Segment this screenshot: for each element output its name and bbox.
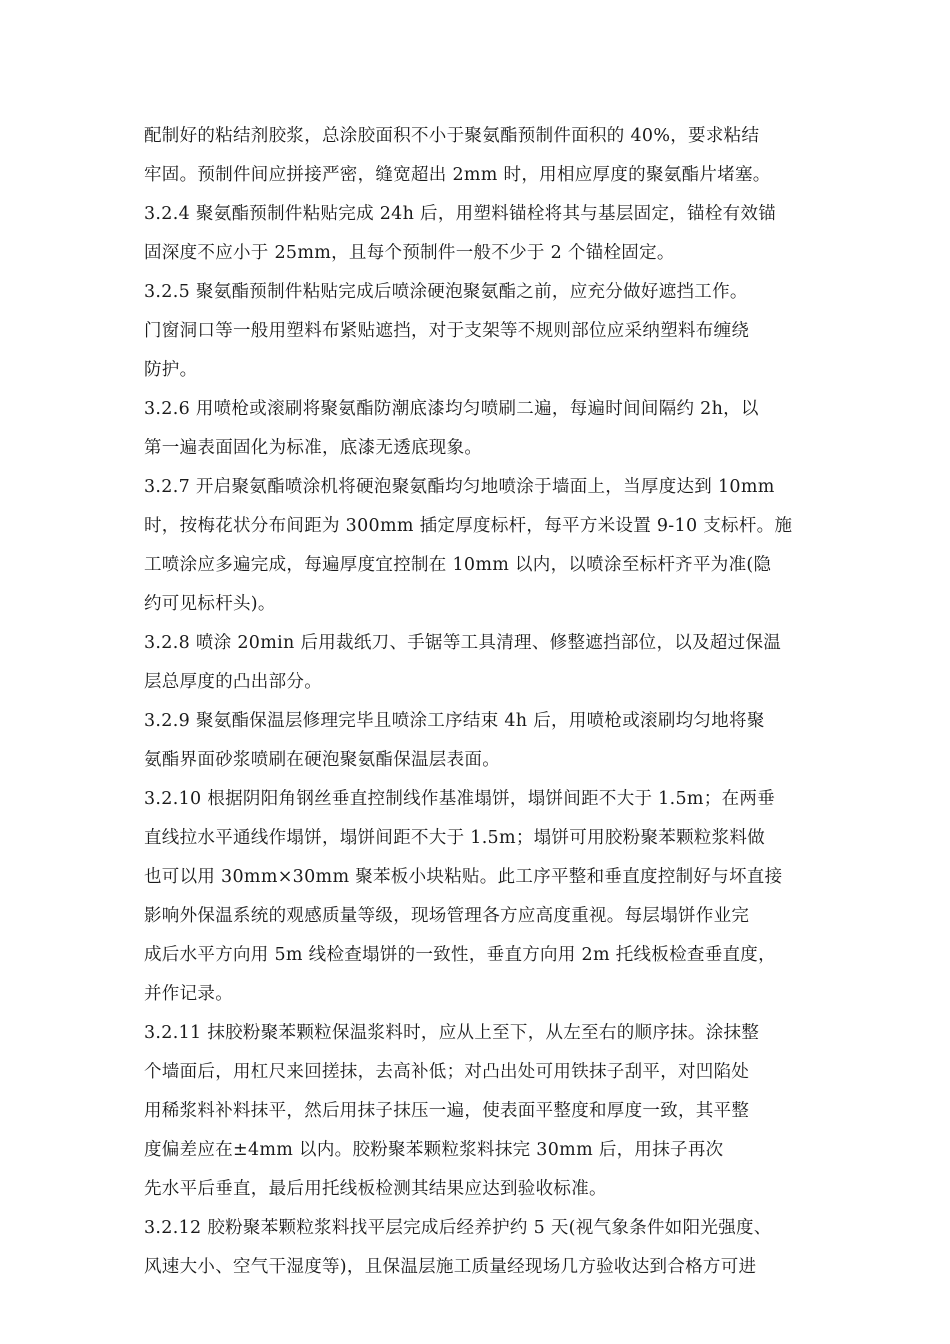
- text-line: 也可以用 30mm×30mm 聚苯板小块粘贴。此工序平整和垂直度控制好与坏直接: [144, 867, 783, 887]
- text-line: 度偏差应在±4mm 以内。胶粉聚苯颗粒浆料抹完 30mm 后，用抹子再次: [144, 1140, 724, 1160]
- text-line: 并作记录。: [144, 984, 233, 1004]
- text-line: 直线拉水平通线作塌饼，塌饼间距不大于 1.5m；塌饼可用胶粉聚苯颗粒浆料做: [144, 828, 766, 848]
- text-line: 3.2.7 开启聚氨酯喷涂机将硬泡聚氨酯均匀地喷涂于墙面上，当厚度达到 10mm: [144, 477, 775, 497]
- text-line: 个墙面后，用杠尺来回搓抹，去高补低；对凸出处可用铁抹子刮平，对凹陷处: [144, 1062, 750, 1082]
- text-line: 配制好的粘结剂胶浆，总涂胶面积不小于聚氨酯预制件面积的 40%，要求粘结: [144, 126, 760, 146]
- text-line: 第一遍表面固化为标准，底漆无透底现象。: [144, 438, 483, 458]
- text-line: 3.2.8 喷涂 20min 后用裁纸刀、手锯等工具清理、修整遮挡部位，以及超过保温: [144, 633, 782, 653]
- text-line: 3.2.10 根据阴阳角钢丝垂直控制线作基准塌饼，塌饼间距不大于 1.5m；在两垂: [144, 789, 776, 809]
- text-line: 3.2.4 聚氨酯预制件粘贴完成 24h 后，用塑料锚栓将其与基层固定，锚栓有效锚: [144, 204, 777, 224]
- text-line: 3.2.9 聚氨酯保温层修理完毕且喷涂工序结束 4h 后，用喷枪或滚刷均匀地将聚: [144, 711, 765, 731]
- text-line: 时，按梅花状分布间距为 300mm 插定厚度标杆，每平方米设置 9-10 支标杆。施: [144, 516, 793, 536]
- text-line: 固深度不应小于 25mm，且每个预制件一般不少于 2 个锚栓固定。: [144, 243, 675, 263]
- text-line: 氨酯界面砂浆喷刷在硬泡聚氨酯保温层表面。: [144, 750, 500, 770]
- text-line: 牢固。预制件间应拼接严密，缝宽超出 2mm 时，用相应厚度的聚氨酯片堵塞。: [144, 165, 771, 185]
- text-line: 影响外保温系统的观感质量等级，现场管理各方应高度重视。每层塌饼作业完: [144, 906, 750, 926]
- document-body: [144, 117, 812, 1287]
- text-line: 3.2.11 抹胶粉聚苯颗粒保温浆料时，应从上至下，从左至右的顺序抹。涂抹整: [144, 1023, 760, 1043]
- text-line: 成后水平方向用 5m 线检查塌饼的一致性，垂直方向用 2m 托线板检查垂直度，: [144, 945, 776, 965]
- text-line: 3.2.12 胶粉聚苯颗粒浆料找平层完成后经养护约 5 天(视气象条件如阳光强度、: [144, 1218, 772, 1238]
- text-line: 工喷涂应多遍完成，每遍厚度宜控制在 10mm 以内，以喷涂至标杆齐平为准(隐: [144, 555, 772, 575]
- text-line: 约可见标杆头)。: [144, 594, 276, 614]
- text-line: 门窗洞口等一般用塑料布紧贴遮挡，对于支架等不规则部位应采纳塑料布缠绕: [144, 321, 750, 341]
- text-line: 用稀浆料补料抹平，然后用抹子抹压一遍，使表面平整度和厚度一致，其平整: [144, 1101, 750, 1121]
- text-line: 3.2.6 用喷枪或滚刷将聚氨酯防潮底漆均匀喷刷二遍，每遍时间间隔约 2h，以: [144, 399, 759, 419]
- text-line: 先水平后垂直，最后用托线板检测其结果应达到验收标准。: [144, 1179, 607, 1199]
- text-line: 3.2.5 聚氨酯预制件粘贴完成后喷涂硬泡聚氨酯之前，应充分做好遮挡工作。: [144, 282, 748, 302]
- text-line: 防护。: [144, 360, 198, 380]
- text-line: 层总厚度的凸出部分。: [144, 672, 322, 692]
- text-line: 风速大小、空气干湿度等)，且保温层施工质量经现场几方验收达到合格方可进: [144, 1257, 757, 1277]
